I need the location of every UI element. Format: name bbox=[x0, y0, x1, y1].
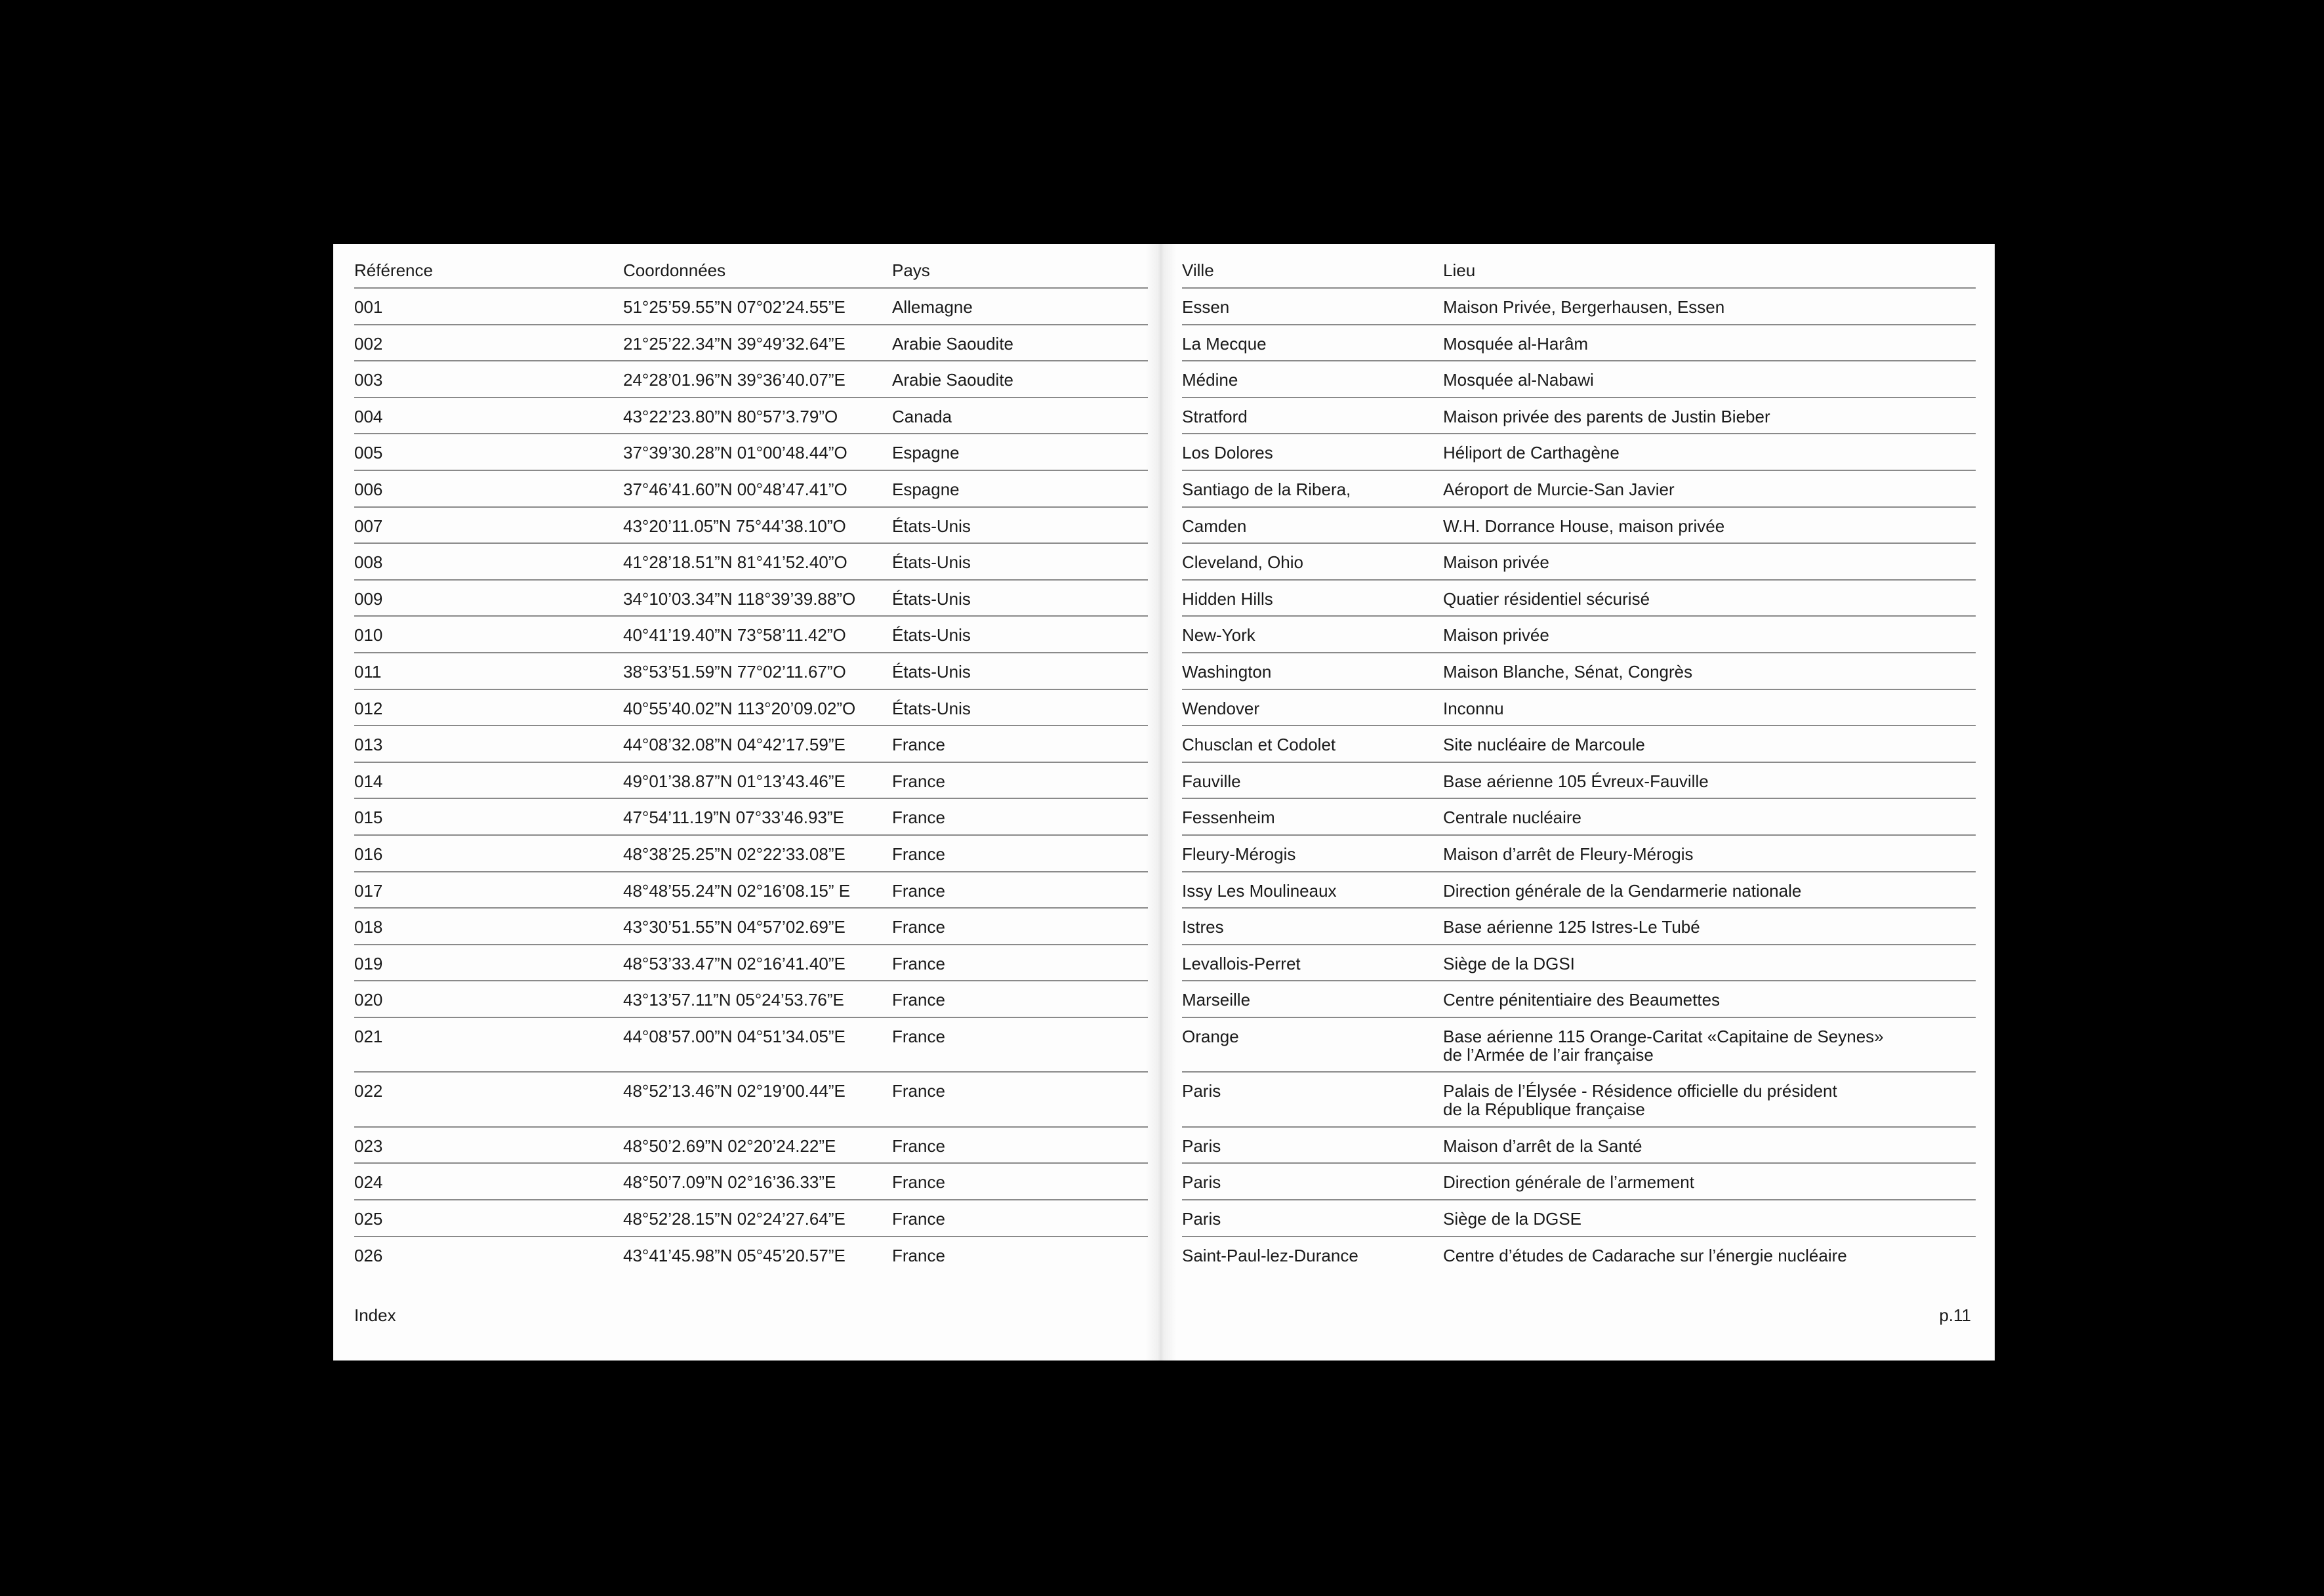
cell-coordonnees: 38°53’51.59”N 77°02’11.67”O bbox=[623, 662, 846, 682]
cell-ville: Fauville bbox=[1182, 771, 1241, 791]
cell-coordonnees: 41°28’18.51”N 81°41’52.40”O bbox=[623, 552, 847, 573]
table-row bbox=[1182, 918, 1976, 945]
cell-lieu-line1: Aéroport de Murcie-San Javier bbox=[1443, 480, 1675, 499]
cell-lieu bbox=[1443, 1137, 1642, 1155]
left-page bbox=[333, 244, 1161, 1361]
cell-pays: France bbox=[892, 1081, 945, 1101]
table-row bbox=[1182, 298, 1976, 325]
table-row bbox=[354, 335, 1148, 362]
cell-ville: Wendover bbox=[1182, 698, 1260, 718]
table-row bbox=[1182, 1173, 1976, 1200]
cell-lieu bbox=[1443, 407, 1770, 426]
table-row bbox=[1182, 845, 1976, 872]
cell-lieu bbox=[1443, 954, 1575, 973]
table-row bbox=[354, 699, 1148, 727]
cell-ville: Fessenheim bbox=[1182, 808, 1275, 828]
cell-reference: 021 bbox=[354, 1027, 383, 1046]
cell-coordonnees: 37°46’41.60”N 00°48’47.41”O bbox=[623, 480, 847, 499]
cell-lieu-line1: W.H. Dorrance House, maison privée bbox=[1443, 516, 1725, 536]
cell-pays: Allemagne bbox=[892, 297, 973, 317]
cell-lieu bbox=[1443, 335, 1588, 353]
cell-ville: Paris bbox=[1182, 1081, 1221, 1101]
table-row bbox=[1182, 954, 1976, 982]
cell-pays: France bbox=[892, 880, 945, 901]
header-ville: Ville bbox=[1182, 260, 1214, 280]
cell-lieu-line1: Centrale nucléaire bbox=[1443, 808, 1582, 828]
cell-pays: Espagne bbox=[892, 480, 960, 499]
cell-coordonnees: 21°25’22.34”N 39°49’32.64”E bbox=[623, 333, 846, 354]
cell-pays: États-Unis bbox=[892, 516, 971, 536]
cell-lieu-line1: Centre d’études de Cadarache sur l’énergie nucléaire bbox=[1443, 1245, 1847, 1265]
cell-pays: Arabie Saoudite bbox=[892, 370, 1014, 390]
table-row bbox=[1182, 590, 1976, 617]
table-row bbox=[354, 1082, 1148, 1127]
cell-lieu bbox=[1443, 772, 1709, 790]
table-row bbox=[354, 1137, 1148, 1164]
table-row bbox=[354, 1173, 1148, 1200]
cell-ville: Camden bbox=[1182, 516, 1247, 536]
cell-lieu bbox=[1443, 882, 1801, 900]
cell-pays: États-Unis bbox=[892, 625, 971, 645]
cell-reference: 009 bbox=[354, 588, 383, 609]
cell-ville: Fleury-Mérogis bbox=[1182, 844, 1296, 864]
cell-ville: Washington bbox=[1182, 662, 1272, 682]
cell-pays: États-Unis bbox=[892, 698, 971, 718]
cell-coordonnees: 24°28’01.96”N 39°36’40.07”E bbox=[623, 370, 846, 390]
cell-lieu bbox=[1443, 1210, 1581, 1228]
cell-lieu-line1: Direction générale de l’armement bbox=[1443, 1172, 1694, 1193]
cell-pays: France bbox=[892, 953, 945, 973]
cell-lieu-line1: Base aérienne 105 Évreux-Fauville bbox=[1443, 771, 1709, 791]
cell-reference: 010 bbox=[354, 625, 383, 645]
cell-coordonnees: 40°55’40.02”N 113°20’09.02”O bbox=[623, 698, 856, 718]
cell-lieu-line1: Maison privée des parents de Justin Bieber bbox=[1443, 406, 1770, 426]
cell-lieu bbox=[1443, 517, 1724, 535]
cell-pays: France bbox=[892, 917, 945, 937]
cell-lieu bbox=[1443, 808, 1581, 827]
cell-lieu-line1: Base aérienne 125 Istres-Le Tubé bbox=[1443, 917, 1700, 937]
cell-reference: 003 bbox=[354, 370, 383, 390]
table-row bbox=[354, 1027, 1148, 1073]
table-row bbox=[1182, 553, 1976, 581]
cell-pays: Espagne bbox=[892, 443, 960, 463]
cell-reference: 005 bbox=[354, 443, 383, 463]
cell-coordonnees: 48°50’2.69”N 02°20’24.22”E bbox=[623, 1136, 836, 1156]
cell-ville: Issy Les Moulineaux bbox=[1182, 880, 1337, 901]
cell-coordonnees: 48°38’25.25”N 02°22’33.08”E bbox=[623, 844, 846, 864]
cell-coordonnees: 48°53’33.47”N 02°16’41.40”E bbox=[623, 953, 846, 973]
cell-lieu-line1: Mosquée al-Nabawi bbox=[1443, 370, 1594, 390]
cell-lieu bbox=[1443, 590, 1650, 608]
table-row bbox=[1182, 882, 1976, 909]
cell-lieu bbox=[1443, 845, 1693, 863]
table-row bbox=[354, 1210, 1148, 1237]
table-row bbox=[1182, 699, 1976, 727]
cell-lieu bbox=[1443, 1173, 1694, 1191]
table-row bbox=[1182, 626, 1976, 653]
cell-lieu-line1: Inconnu bbox=[1443, 698, 1504, 718]
table-row bbox=[354, 954, 1148, 982]
table-row bbox=[1182, 517, 1976, 544]
cell-ville: Levallois-Perret bbox=[1182, 953, 1301, 973]
cell-reference: 023 bbox=[354, 1136, 383, 1156]
table-row bbox=[1182, 1082, 1976, 1127]
cell-coordonnees: 43°30’51.55”N 04°57’02.69”E bbox=[623, 917, 846, 937]
cell-reference: 022 bbox=[354, 1081, 383, 1101]
cell-lieu-line1: Maison Blanche, Sénat, Congrès bbox=[1443, 662, 1693, 682]
cell-ville: New-York bbox=[1182, 625, 1255, 645]
cell-pays: États-Unis bbox=[892, 552, 971, 573]
cell-reference: 001 bbox=[354, 297, 383, 317]
right-page bbox=[1161, 244, 1995, 1361]
cell-lieu bbox=[1443, 371, 1594, 389]
cell-coordonnees: 34°10’03.34”N 118°39’39.88”O bbox=[623, 588, 856, 609]
cell-lieu bbox=[1443, 1246, 1847, 1265]
cell-lieu bbox=[1443, 480, 1675, 499]
cell-reference: 013 bbox=[354, 735, 383, 755]
footer-index: Index bbox=[354, 1305, 396, 1325]
cell-ville: Cleveland, Ohio bbox=[1182, 552, 1303, 573]
cell-reference: 025 bbox=[354, 1209, 383, 1229]
cell-ville: Santiago de la Ribera, bbox=[1182, 480, 1351, 499]
cell-reference: 016 bbox=[354, 844, 383, 864]
table-row bbox=[354, 663, 1148, 690]
cell-coordonnees: 48°52’13.46”N 02°19’00.44”E bbox=[623, 1081, 846, 1101]
cell-lieu bbox=[1443, 1027, 1884, 1064]
table-row bbox=[354, 626, 1148, 653]
cell-reference: 002 bbox=[354, 333, 383, 354]
cell-ville: Los Dolores bbox=[1182, 443, 1273, 463]
cell-lieu-line2: de l’Armée de l’air française bbox=[1443, 1045, 1654, 1065]
cell-lieu-line1: Direction générale de la Gendarmerie nationale bbox=[1443, 880, 1802, 901]
table-row bbox=[1182, 480, 1976, 508]
cell-lieu bbox=[1443, 663, 1692, 681]
cell-coordonnees: 44°08’32.08”N 04°42’17.59”E bbox=[623, 735, 846, 755]
table-row bbox=[354, 735, 1148, 763]
cell-reference: 014 bbox=[354, 771, 383, 791]
cell-ville: Hidden Hills bbox=[1182, 588, 1273, 609]
book-spread bbox=[333, 244, 1995, 1361]
table-row bbox=[354, 590, 1148, 617]
table-row bbox=[354, 371, 1148, 398]
cell-ville: Essen bbox=[1182, 297, 1230, 317]
table-row bbox=[1182, 772, 1976, 800]
cell-lieu-line1: Maison privée bbox=[1443, 552, 1549, 573]
cell-reference: 020 bbox=[354, 990, 383, 1010]
cell-lieu-line1: Quatier résidentiel sécurisé bbox=[1443, 588, 1650, 609]
cell-lieu-line1: Maison privée bbox=[1443, 625, 1549, 645]
cell-pays: France bbox=[892, 1136, 945, 1156]
cell-reference: 012 bbox=[354, 698, 383, 718]
table-row bbox=[354, 1246, 1148, 1273]
cell-ville: La Mecque bbox=[1182, 333, 1267, 354]
cell-coordonnees: 43°13’57.11”N 05°24’53.76”E bbox=[623, 990, 844, 1010]
cell-lieu-line1: Maison Privée, Bergerhausen, Essen bbox=[1443, 297, 1725, 317]
cell-coordonnees: 51°25’59.55”N 07°02’24.55”E bbox=[623, 297, 846, 317]
cell-lieu-line2: de la République française bbox=[1443, 1099, 1645, 1120]
cell-ville: Saint-Paul-lez-Durance bbox=[1182, 1245, 1358, 1265]
cell-reference: 007 bbox=[354, 516, 383, 536]
cell-coordonnees: 47°54’11.19”N 07°33’46.93”E bbox=[623, 808, 844, 828]
cell-ville: Stratford bbox=[1182, 406, 1248, 426]
cell-pays: France bbox=[892, 990, 945, 1010]
cell-pays: Canada bbox=[892, 406, 952, 426]
cell-coordonnees: 40°41’19.40”N 73°58’11.42”O bbox=[623, 625, 846, 645]
header-lieu: Lieu bbox=[1443, 260, 1476, 280]
table-row bbox=[1182, 663, 1976, 690]
table-row bbox=[354, 517, 1148, 544]
cell-coordonnees: 44°08’57.00”N 04°51’34.05”E bbox=[623, 1027, 846, 1046]
cell-lieu bbox=[1443, 553, 1549, 571]
cell-coordonnees: 43°20’11.05”N 75°44’38.10”O bbox=[623, 516, 846, 536]
cell-pays: France bbox=[892, 1027, 945, 1046]
table-row bbox=[1182, 991, 1976, 1018]
cell-coordonnees: 48°50’7.09”N 02°16’36.33”E bbox=[623, 1172, 836, 1193]
table-row bbox=[1182, 1027, 1976, 1073]
table-row bbox=[354, 443, 1148, 471]
cell-coordonnees: 48°48’55.24”N 02°16’08.15” E bbox=[623, 880, 851, 901]
cell-ville: Paris bbox=[1182, 1172, 1221, 1193]
cell-reference: 018 bbox=[354, 917, 383, 937]
table-row bbox=[354, 845, 1148, 872]
cell-pays: France bbox=[892, 1245, 945, 1265]
cell-pays: France bbox=[892, 735, 945, 755]
cell-ville: Paris bbox=[1182, 1136, 1221, 1156]
cell-lieu-line1: Siège de la DGSI bbox=[1443, 953, 1575, 973]
cell-coordonnees: 49°01’38.87”N 01°13’43.46”E bbox=[623, 771, 846, 791]
footer-page-number: p.11 bbox=[1939, 1305, 1971, 1325]
header-reference: Référence bbox=[354, 260, 433, 280]
cell-pays: France bbox=[892, 844, 945, 864]
cell-lieu bbox=[1443, 626, 1549, 644]
cell-ville: Paris bbox=[1182, 1209, 1221, 1229]
cell-ville: Marseille bbox=[1182, 990, 1251, 1010]
cell-ville: Istres bbox=[1182, 917, 1224, 937]
table-row bbox=[354, 772, 1148, 800]
cell-reference: 024 bbox=[354, 1172, 383, 1193]
table-row bbox=[1182, 1137, 1976, 1164]
cell-reference: 008 bbox=[354, 552, 383, 573]
table-row bbox=[1182, 1210, 1976, 1237]
cell-lieu-line1: Héliport de Carthagène bbox=[1443, 443, 1620, 463]
cell-lieu-line1: Mosquée al-Harâm bbox=[1443, 333, 1589, 354]
table-row bbox=[354, 882, 1148, 909]
table-row bbox=[1182, 443, 1976, 471]
cell-lieu bbox=[1443, 918, 1700, 936]
table-header-row bbox=[1182, 261, 1976, 289]
cell-reference: 006 bbox=[354, 480, 383, 499]
cell-ville: Orange bbox=[1182, 1027, 1239, 1046]
cell-reference: 019 bbox=[354, 953, 383, 973]
cell-pays: Arabie Saoudite bbox=[892, 333, 1014, 354]
table-row bbox=[1182, 735, 1976, 763]
cell-reference: 004 bbox=[354, 406, 383, 426]
cell-lieu-line1: Base aérienne 115 Orange-Caritat «Capitaine de Seynes» bbox=[1443, 1027, 1884, 1046]
cell-lieu bbox=[1443, 443, 1620, 462]
cell-pays: France bbox=[892, 1209, 945, 1229]
cell-lieu bbox=[1443, 298, 1724, 316]
cell-lieu-line1: Siège de la DGSE bbox=[1443, 1209, 1582, 1229]
cell-pays: France bbox=[892, 1172, 945, 1193]
cell-lieu-line1: Palais de l’Élysée - Résidence officielle du président bbox=[1443, 1081, 1837, 1101]
table-row bbox=[1182, 808, 1976, 836]
table-header-row bbox=[354, 261, 1148, 289]
table-row bbox=[354, 918, 1148, 945]
cell-coordonnees: 43°22’23.80”N 80°57’3.79”O bbox=[623, 406, 838, 426]
header-coordonnees: Coordonnées bbox=[623, 260, 726, 280]
cell-pays: France bbox=[892, 771, 945, 791]
cell-pays: France bbox=[892, 808, 945, 828]
cell-lieu-line1: Site nucléaire de Marcoule bbox=[1443, 735, 1645, 755]
table-row bbox=[354, 407, 1148, 435]
table-row bbox=[354, 991, 1148, 1018]
table-row bbox=[1182, 371, 1976, 398]
cell-reference: 011 bbox=[354, 662, 382, 682]
cell-lieu-line1: Maison d’arrêt de la Santé bbox=[1443, 1136, 1642, 1156]
cell-ville: Chusclan et Codolet bbox=[1182, 735, 1336, 755]
cell-lieu bbox=[1443, 699, 1504, 718]
cell-lieu-line1: Centre pénitentiaire des Beaumettes bbox=[1443, 990, 1721, 1010]
cell-lieu bbox=[1443, 1082, 1837, 1118]
table-row bbox=[1182, 1246, 1976, 1273]
cell-lieu bbox=[1443, 735, 1645, 754]
book-gutter-shadow bbox=[1145, 244, 1177, 1361]
cell-lieu bbox=[1443, 991, 1720, 1009]
cell-reference: 026 bbox=[354, 1245, 383, 1265]
cell-ville: Médine bbox=[1182, 370, 1238, 390]
table-row bbox=[1182, 335, 1976, 362]
cell-lieu-line1: Maison d’arrêt de Fleury-Mérogis bbox=[1443, 844, 1694, 864]
cell-pays: États-Unis bbox=[892, 588, 971, 609]
cell-reference: 017 bbox=[354, 880, 383, 901]
cell-coordonnees: 37°39’30.28”N 01°00’48.44”O bbox=[623, 443, 847, 463]
cell-coordonnees: 43°41’45.98”N 05°45’20.57”E bbox=[623, 1245, 846, 1265]
table-row bbox=[1182, 407, 1976, 435]
table-row bbox=[354, 298, 1148, 325]
table-row bbox=[354, 808, 1148, 836]
cell-coordonnees: 48°52’28.15”N 02°24’27.64”E bbox=[623, 1209, 846, 1229]
header-pays: Pays bbox=[892, 260, 930, 280]
cell-reference: 015 bbox=[354, 808, 383, 828]
cell-pays: États-Unis bbox=[892, 662, 971, 682]
table-row bbox=[354, 480, 1148, 508]
table-row bbox=[354, 553, 1148, 581]
